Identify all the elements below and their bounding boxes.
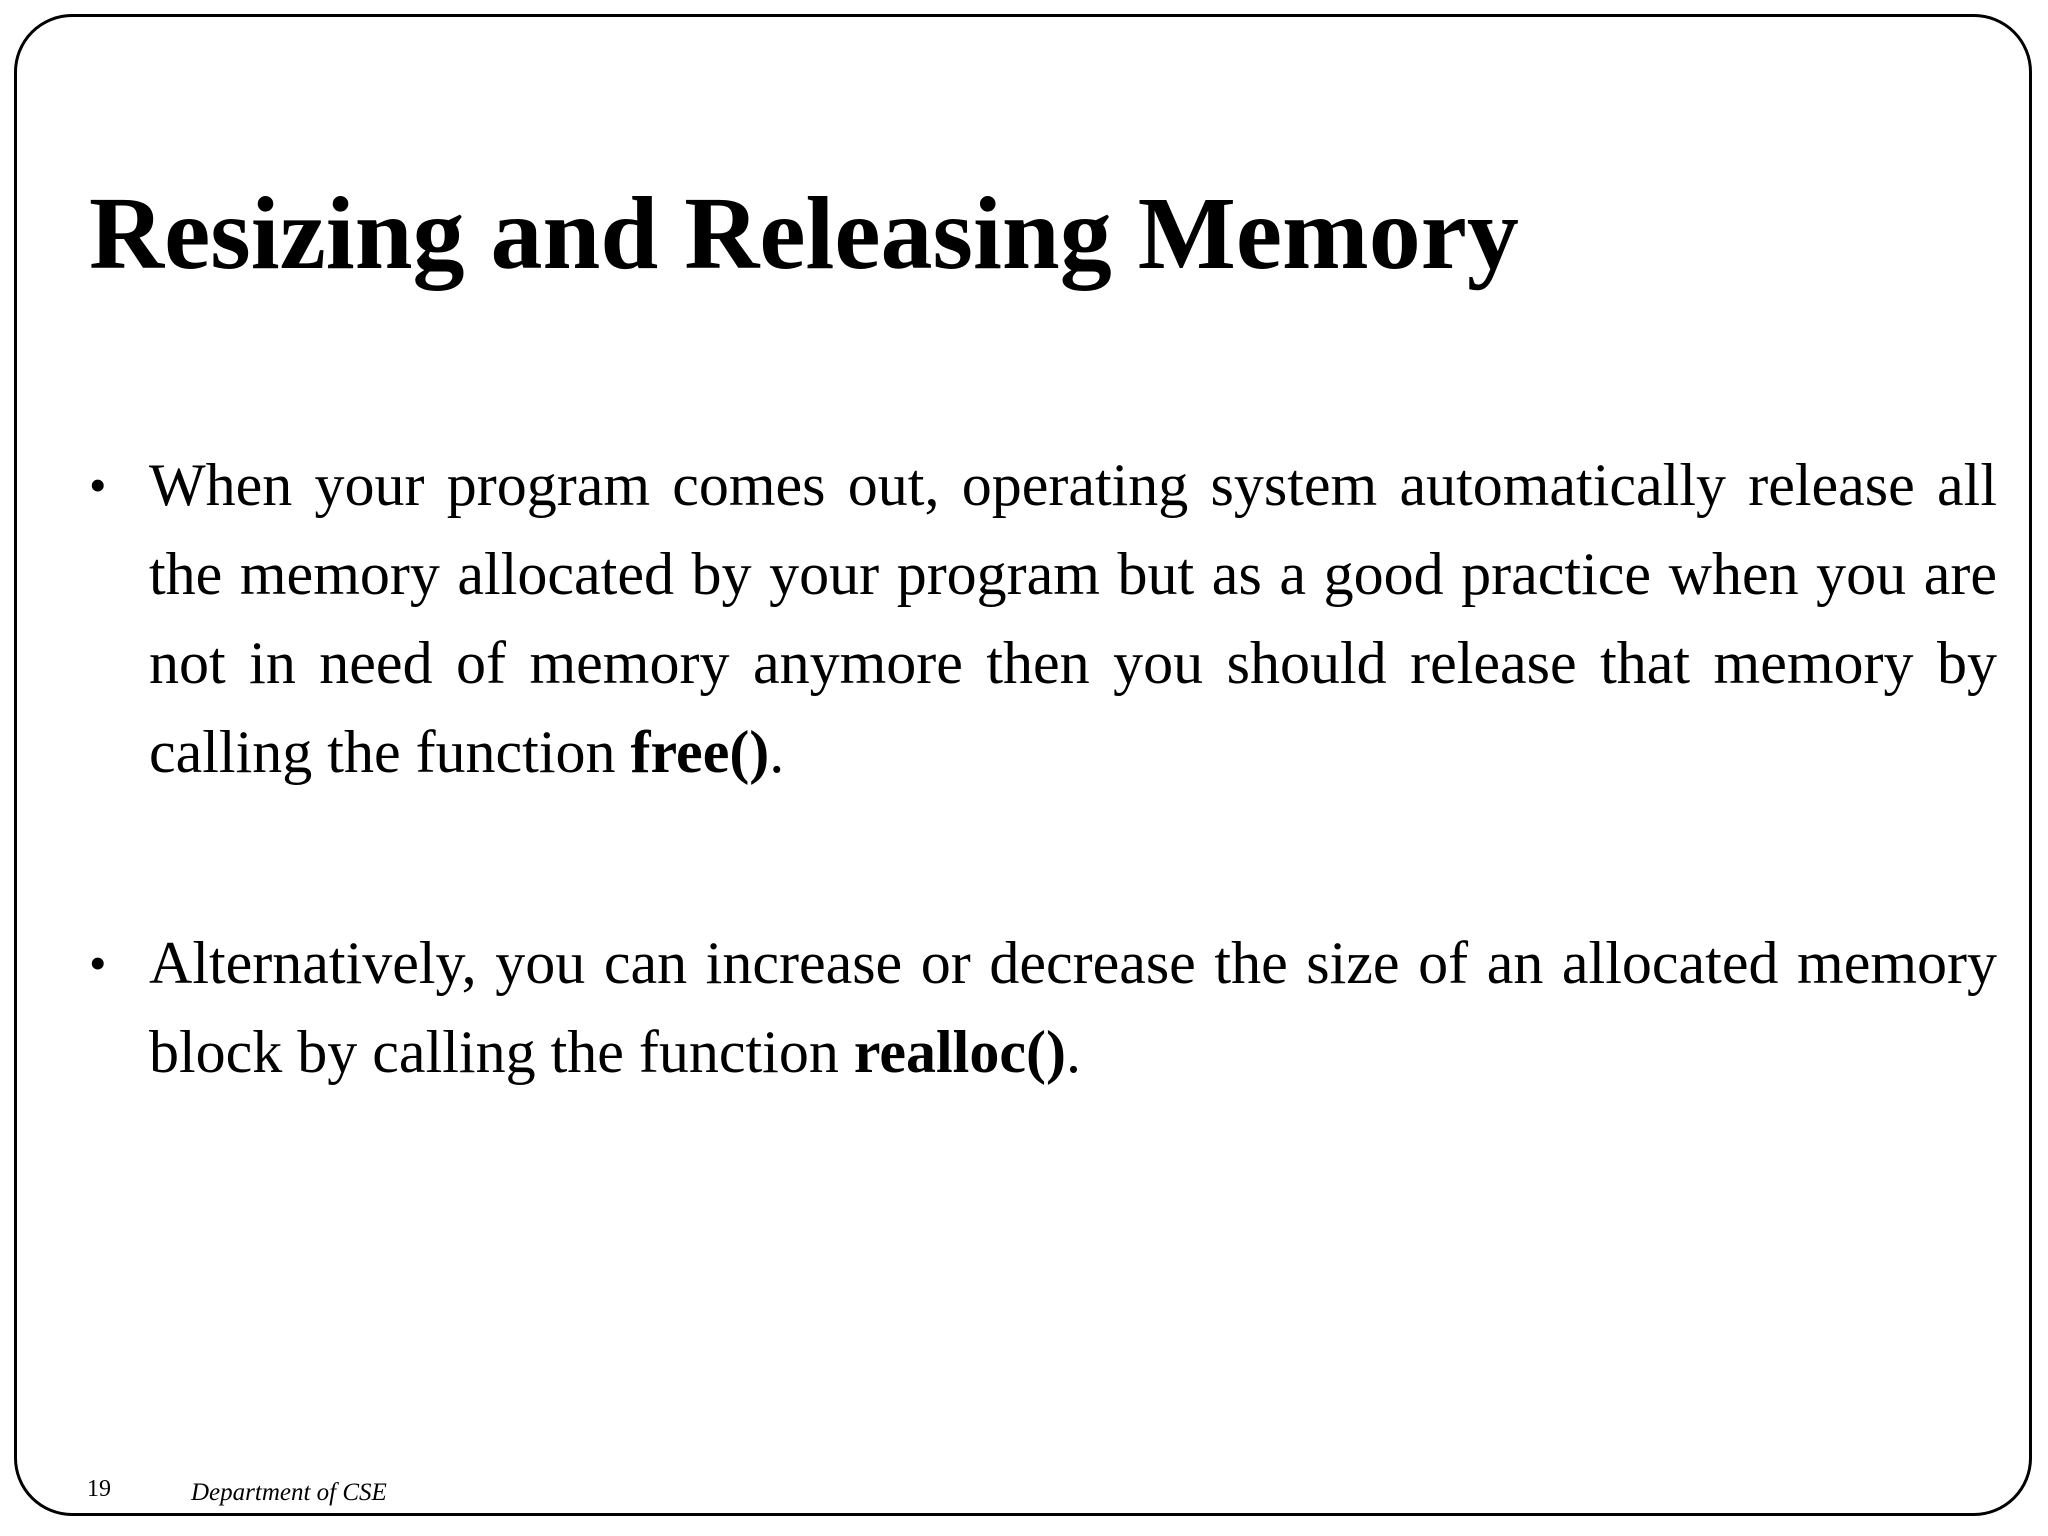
page-number: 19 [87, 1476, 111, 1502]
slide [14, 14, 2032, 1516]
bullet-marker: • [89, 935, 107, 991]
bullet-punctuation: . [769, 719, 785, 785]
function-name-free: free() [630, 719, 770, 785]
bullet-marker: • [89, 457, 107, 513]
bullet-item-free [89, 441, 1997, 797]
bullet-list [89, 441, 1997, 1097]
bullet-punctuation: . [1065, 1019, 1081, 1085]
function-name-realloc: realloc() [853, 1019, 1066, 1085]
footer-department: Department of CSE [191, 1479, 387, 1506]
slide-title: Resizing and Releasing Memory [89, 176, 1519, 291]
bullet-text: When your program comes out, operating system automatically release all the memory allocated by your program but as a good practice when you are not in need of memory anymore then you should release that memory by calling the function [149, 452, 1997, 785]
bullet-text: Alternatively, you can increase or decrease the size of an allocated memory block by calling the function [149, 930, 1997, 1085]
bullet-item-realloc [89, 919, 1997, 1097]
